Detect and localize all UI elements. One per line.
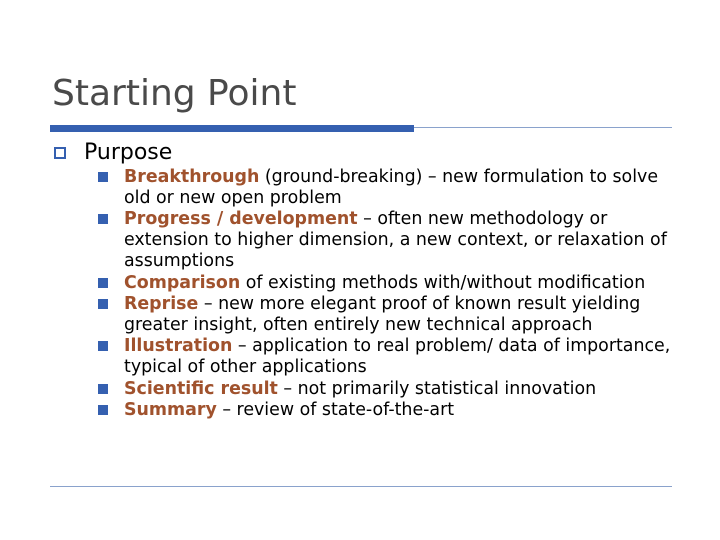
title-underline-thick [50,125,414,132]
list-item [98,400,688,421]
list-item [98,294,688,336]
item-text: – review of state-of-the-art [216,399,455,420]
level1-bullet-item [54,140,172,166]
filled-square-bullet-icon [98,278,108,288]
item-term: Illustration [124,336,233,357]
item-text: – not primarily statistical innovation [277,378,597,399]
filled-square-bullet-icon [98,214,108,224]
level1-text: Purpose [84,140,173,165]
item-term: Breakthrough [124,167,260,187]
item-term: Reprise [124,293,199,314]
title-underline-thin [414,127,672,128]
list-item [98,273,688,294]
list-item [98,209,688,272]
filled-square-bullet-icon [98,172,108,182]
item-text: – new more elegant proof of known result yielding greater insight, often entirely new technical approach [124,293,641,335]
filled-square-bullet-icon [98,299,108,309]
filled-square-bullet-icon [98,384,108,394]
item-term: Summary [124,399,217,420]
list-item [98,379,688,400]
hollow-square-bullet-icon [54,147,66,159]
slide-title: Starting Point [52,73,297,114]
item-text: of existing methods with/without modification [240,272,646,293]
filled-square-bullet-icon [98,405,108,415]
item-text: – often new methodology or extension to higher dimension, a new context, or relaxation of assumptions [124,209,667,272]
list-item [98,167,688,209]
item-term: Progress / development [124,209,358,230]
bullet-list [98,167,688,421]
item-text: (ground-breaking) – new formulation to solve old or new open problem [124,167,659,208]
item-text: – application to real problem/ data of importance, typical of other applications [124,336,671,378]
filled-square-bullet-icon [98,341,108,351]
item-term: Scientific result [124,378,278,399]
item-term: Comparison [124,272,241,293]
footer-divider [50,486,672,487]
list-item [98,336,688,378]
